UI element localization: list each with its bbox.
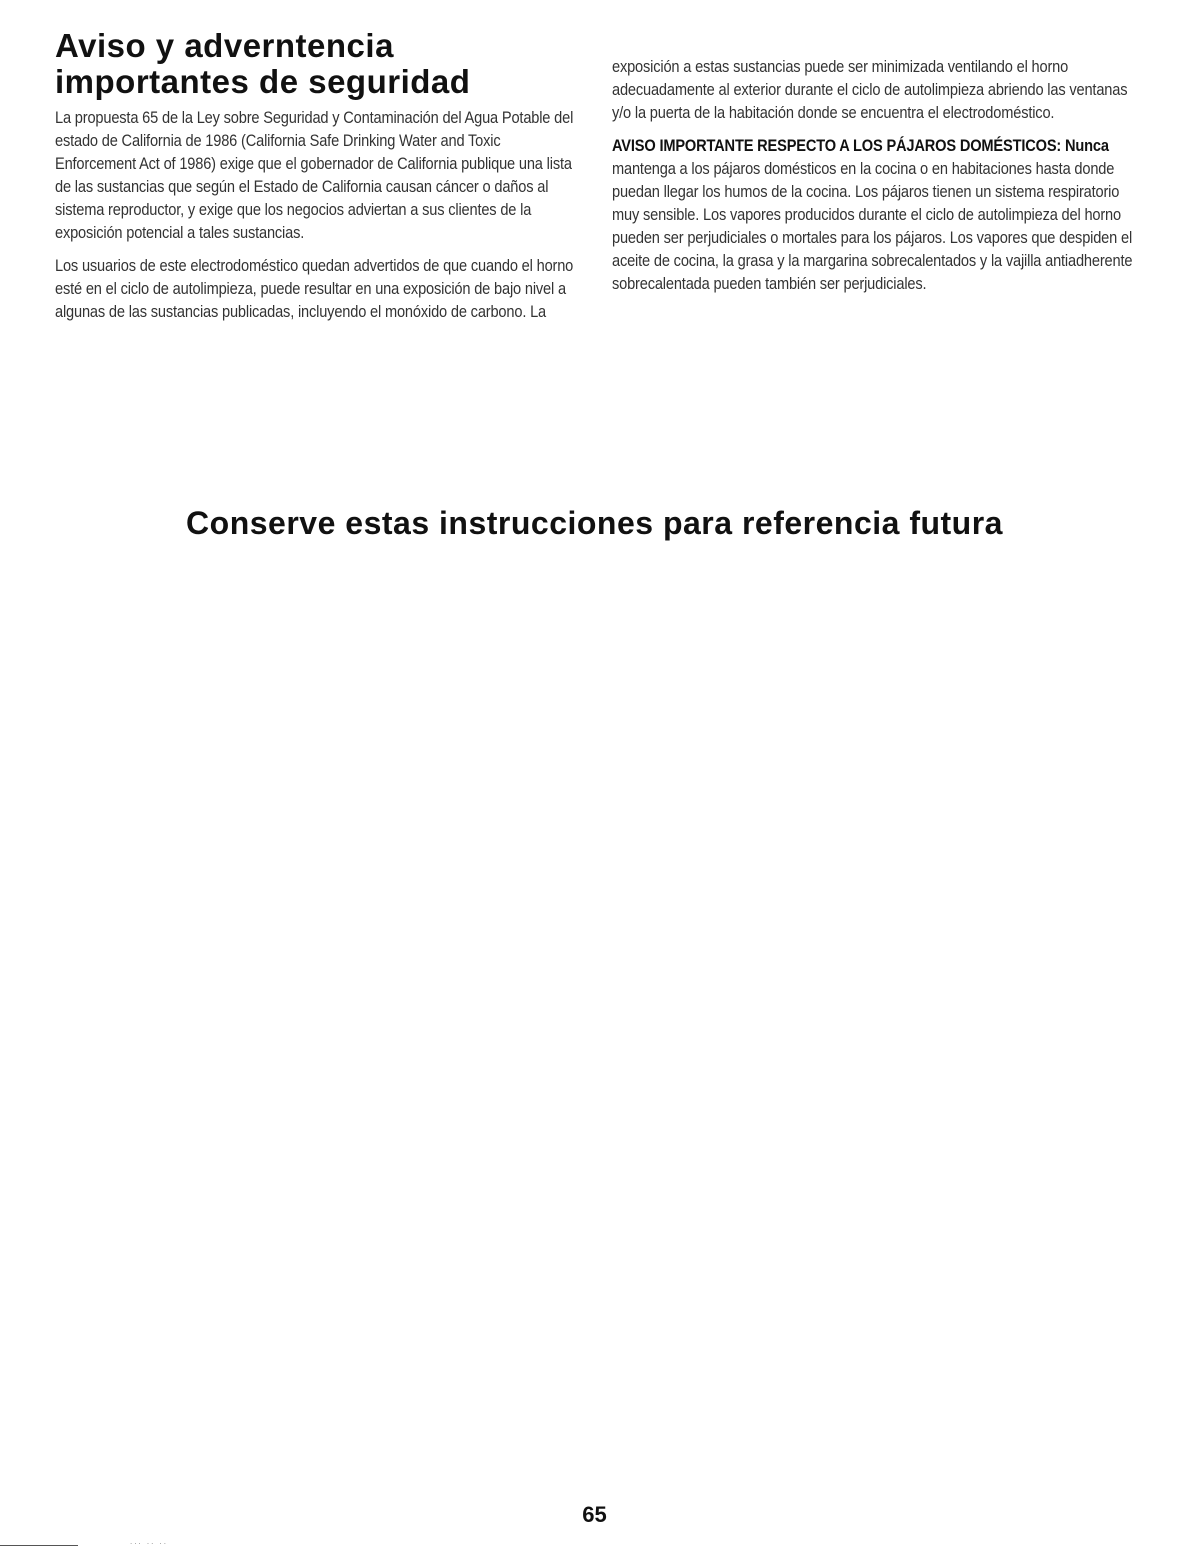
left-column [55,28,575,333]
bird-notice-block [612,134,1140,295]
safety-heading-line1: Aviso y adverntencia [55,27,394,64]
keep-instructions-title: Conserve estas instrucciones para referencia futura [186,505,1003,541]
bird-notice-title: AVISO IMPORTANTE RESPECTO A LOS PÁJAROS DOMÉSTICOS: [612,136,1062,155]
right-column [612,55,1140,305]
prop65-text: La propuesta 65 de la Ley sobre Seguridad y Contaminación del Agua Potable del estado de California de 1986 (California Safe Drinking Water and Toxic Enforcement Act of 1986) exige que el gobernador de California publique una lista de las sustancias que según el Estado de California causan cáncer o daños al sistema reproductor, y exige que los negocios adviertan a sus clientes de la exposición potencial a tales sustancias. [55,108,574,242]
self-clean-warning-paragraph [55,254,575,323]
bird-notice-lead: Nunca [1065,136,1109,155]
safety-heading-line2: importantes de seguridad [55,63,471,100]
page-number: 65 [582,1502,607,1527]
bird-notice-paragraph [612,134,1140,295]
bird-notice-body: mantenga a los pájaros domésticos en la cocina o en habitaciones hasta donde puedan llegar los humos de la cocina. Los pájaros tienen un sistema respiratorio muy sensible. Los vapores producidos durante el ciclo de autolimpieza del horno pueden ser perjudiciales o mortales para los pájaros. Los vapores que despiden el aceite de cocina, la grasa y la margarina sobrecalentados y la vajilla antiadherente sobrecalentada pueden también ser perjudiciales. [612,159,1133,293]
exposure-continued-paragraph [612,55,1140,124]
bottom-rule [0,1545,78,1546]
self-clean-warning-text: Los usuarios de este electrodoméstico quedan advertidos de que cuando el horno esté en el ciclo de autolimpieza, puede resultar en una exposición de bajo nivel a algunas de las sustancias publicadas, incluyendo el monóxido de carbono. La [55,256,574,321]
exposure-continued-text: exposición a estas sustancias puede ser minimizada ventilando el horno adecuadamente al exterior durante el ciclo de autolimpieza abriendo las ventanas y/o la puerta de la habitación donde se encuentra el electrodoméstico. [612,57,1128,122]
safety-heading [55,28,575,100]
prop65-paragraph [55,106,575,244]
bottom-dots: ... .. .. [130,1537,169,1546]
